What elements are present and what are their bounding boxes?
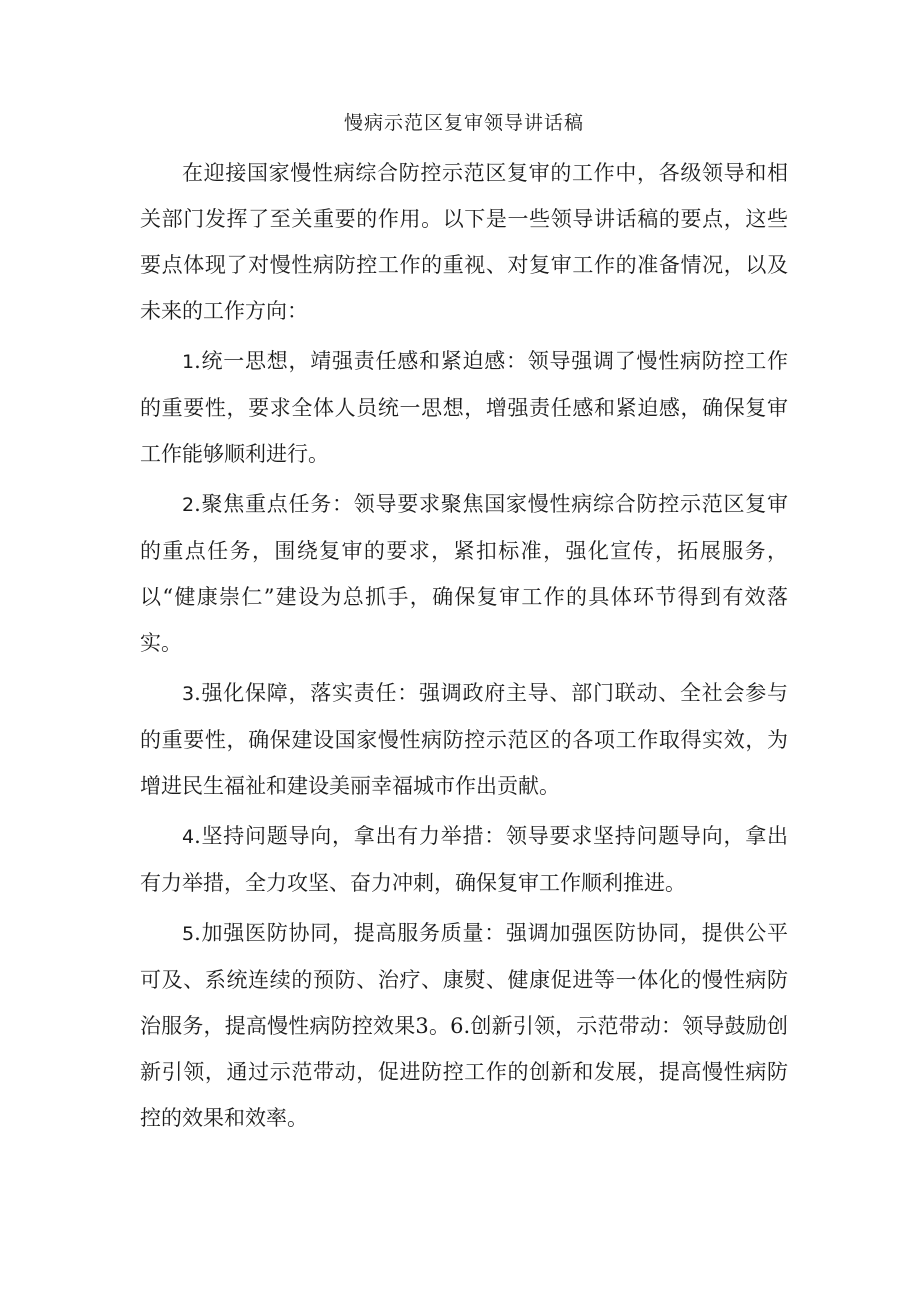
item-number: 5 — [182, 923, 195, 945]
item-text: .加强医防协同，提高服务质量：强调加强医防协同，提供公平可及、系统连续的预防、治疗、康熨、健康促进等一体化的慢性病防治服务，提高慢性病防控效果3。6.创新引领，示范带动：领导鼓励创新引领，通过示范带动，促进防控工作的创新和发展，提高慢性病防控的效果和效率。 — [140, 921, 788, 1130]
item-number: 2 — [182, 494, 195, 516]
list-item-2 — [140, 481, 788, 666]
list-item-3 — [140, 670, 788, 809]
item-text: .统一思想，靖强责任感和紧迫感：领导强调了慢性病防控工作的重要性，要求全体人员统一思想，增强责任感和紧迫感，确保复审工作能够顺利进行。 — [140, 349, 788, 466]
item-text: .强化保障，落实责任：强调政府主导、部门联动、全社会参与的重要性，确保建设国家慢性病防控示范区的各项工作取得实效，为增进民生福祉和建设美丽幸福城市作出贡献。 — [140, 681, 788, 798]
item-text: .聚焦重点任务：领导要求聚焦国家慢性病综合防控示范区复审的重点任务，围绕复审的要求，紧扣标准，强化宣传，拓展服务，以“健康崇仁”建设为总抓手，确保复审工作的具体环节得到有效落实。 — [140, 492, 788, 655]
intro-paragraph: 在迎接国家慢性病综合防控示范区复审的工作中，各级领导和相关部门发挥了至关重要的作用。以下是一些领导讲话稿的要点，这些要点体现了对慢性病防控工作的重视、对复审工作的准备情况，以及未来的工作方向： — [140, 161, 788, 323]
list-item-4 — [140, 813, 788, 906]
item-number: 4 — [182, 826, 195, 848]
list-item-5 — [140, 910, 788, 1141]
list-item-1 — [140, 338, 788, 477]
item-number: 1 — [182, 351, 195, 373]
item-number: 3 — [182, 683, 195, 705]
document-title: 慢病示范区复审领导讲话稿 — [343, 112, 584, 134]
item-text: .坚持问题导向，拿出有力举措：领导要求坚持问题导向，拿出有力举措，全力攻坚、奋力冲刺，确保复审工作顺利推进。 — [140, 824, 788, 895]
